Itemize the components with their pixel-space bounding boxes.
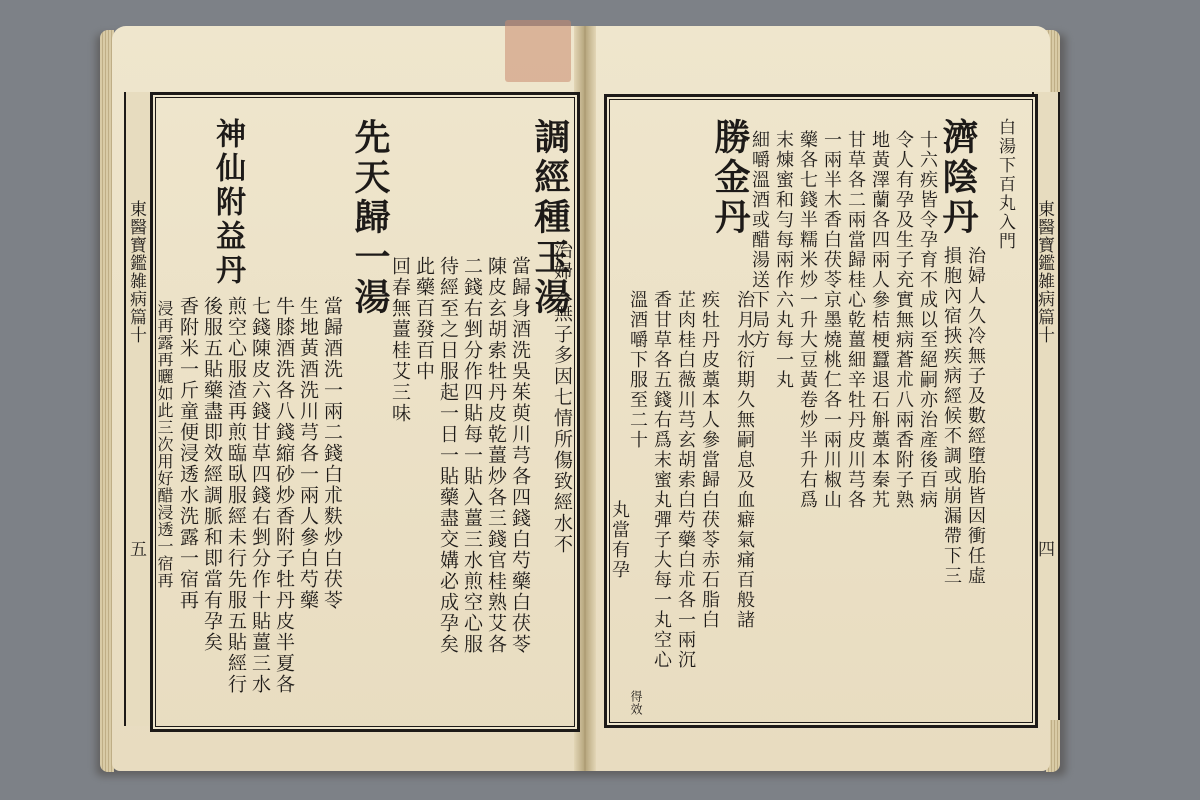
right-text-column: 一兩半木香白茯苓京墨燒桃仁各一兩川椒山 <box>821 130 842 510</box>
left-heading-1: 調經種玉湯 <box>529 118 571 318</box>
left-heading-2: 先天歸一湯 <box>349 118 391 318</box>
left-text-column: 當歸身酒洗吳茱萸川芎各四錢白芍藥白茯苓 <box>509 256 531 655</box>
left-page-number: 五 <box>126 540 146 558</box>
left-text-column: 二錢右剉分作四貼每一貼入薑三水煎空心服 <box>461 256 483 655</box>
right-text-column: 十六疾皆令孕育不成以至絕嗣亦治產後百病 <box>917 130 938 510</box>
right-text-column: 疾牡丹皮藁本人參當歸白茯苓赤石脂白 <box>699 290 720 630</box>
right-page-number: 四 <box>1034 540 1054 558</box>
left-text-column: 待經至之日服起一日一貼藥盡交媾必成孕矣 <box>437 256 459 655</box>
left-text-column: 陳皮玄胡索牡丹皮乾薑炒各三錢官桂熟艾各 <box>485 256 507 655</box>
right-text-column: 芷肉桂白薇川芎玄胡索白芍藥白朮各一兩沉 <box>675 290 696 670</box>
left-text-column: 當歸酒洗一兩二錢白朮麩炒白茯苓 <box>321 296 343 611</box>
right-text-column: 溫酒嚼下服至二十 <box>627 290 648 450</box>
library-stamp <box>505 20 571 82</box>
right-text-column: 令人有孕及生子充實無病蒼朮八兩香附子熟 <box>893 130 914 510</box>
right-text-column: 地黃澤蘭各四兩人參桔梗蠶退石斛藁本秦艽 <box>869 130 890 510</box>
left-text-column: 此藥百發百中 <box>413 256 435 382</box>
right-text-column: 丸當有孕 <box>609 500 630 580</box>
right-source-note: 得效 <box>629 690 643 716</box>
right-text-column: 細嚼溫酒或醋湯送下局方 <box>749 130 770 350</box>
left-text-column: 生地黃酒洗川芎各一兩人參白芍藥 <box>297 296 319 611</box>
right-text-column: 甘草各二兩當歸桂心乾薑細辛牡丹皮川芎各 <box>845 130 866 510</box>
right-band-title: 東醫寶鑑雑病篇十 <box>1034 200 1054 344</box>
right-text-column: 白湯下百丸入門 <box>995 118 1015 251</box>
right-heading-2: 勝金丹 <box>709 118 751 238</box>
left-text-column: 回春無薑桂艾三味 <box>389 256 411 424</box>
left-text-column: 煎空心服渣再煎臨臥服經未行先服五貼經行 <box>225 296 247 695</box>
left-text-column: 治婦人無子多因七情所傷致經水不 <box>551 240 573 555</box>
right-text-column: 損胞內宿挾疾病經候不調或崩漏帶下三 <box>941 246 962 586</box>
right-text-column: 治婦人久冷無子及數經墮胎皆因衝任虛 <box>965 246 986 586</box>
left-text-column: 香附米一斤童便浸透水洗露一宿再 <box>177 296 199 611</box>
left-heading-3: 神仙附益丹 <box>210 118 245 288</box>
right-text-column: 藥各七錢半糯米炒一升大豆黃卷炒半升右爲 <box>797 130 818 510</box>
right-text-column: 香甘草各五錢右爲末蜜丸彈子大每一丸空心 <box>651 290 672 670</box>
left-band-title: 東醫寶鑑雑病篇十 <box>126 200 146 344</box>
left-text-column: 牛膝酒洗各八錢縮砂炒香附子牡丹皮半夏各 <box>273 296 295 695</box>
left-text-column: 浸再露再曬如此三次用好醋浸透一宿再 <box>155 300 174 589</box>
right-heading-1: 濟陰丹 <box>937 118 979 238</box>
left-text-column: 七錢陳皮六錢甘草四錢右剉分作十貼薑三水 <box>249 296 271 695</box>
right-text-column: 治月水衍期久無嗣息及血癖氣痛百般諸 <box>734 290 755 630</box>
right-text-column: 末煉蜜和勻每兩作六丸每一丸 <box>773 130 794 390</box>
left-text-column: 後服五貼藥盡即效經調脈和即當有孕矣 <box>201 296 223 653</box>
left-page-band <box>124 92 152 726</box>
